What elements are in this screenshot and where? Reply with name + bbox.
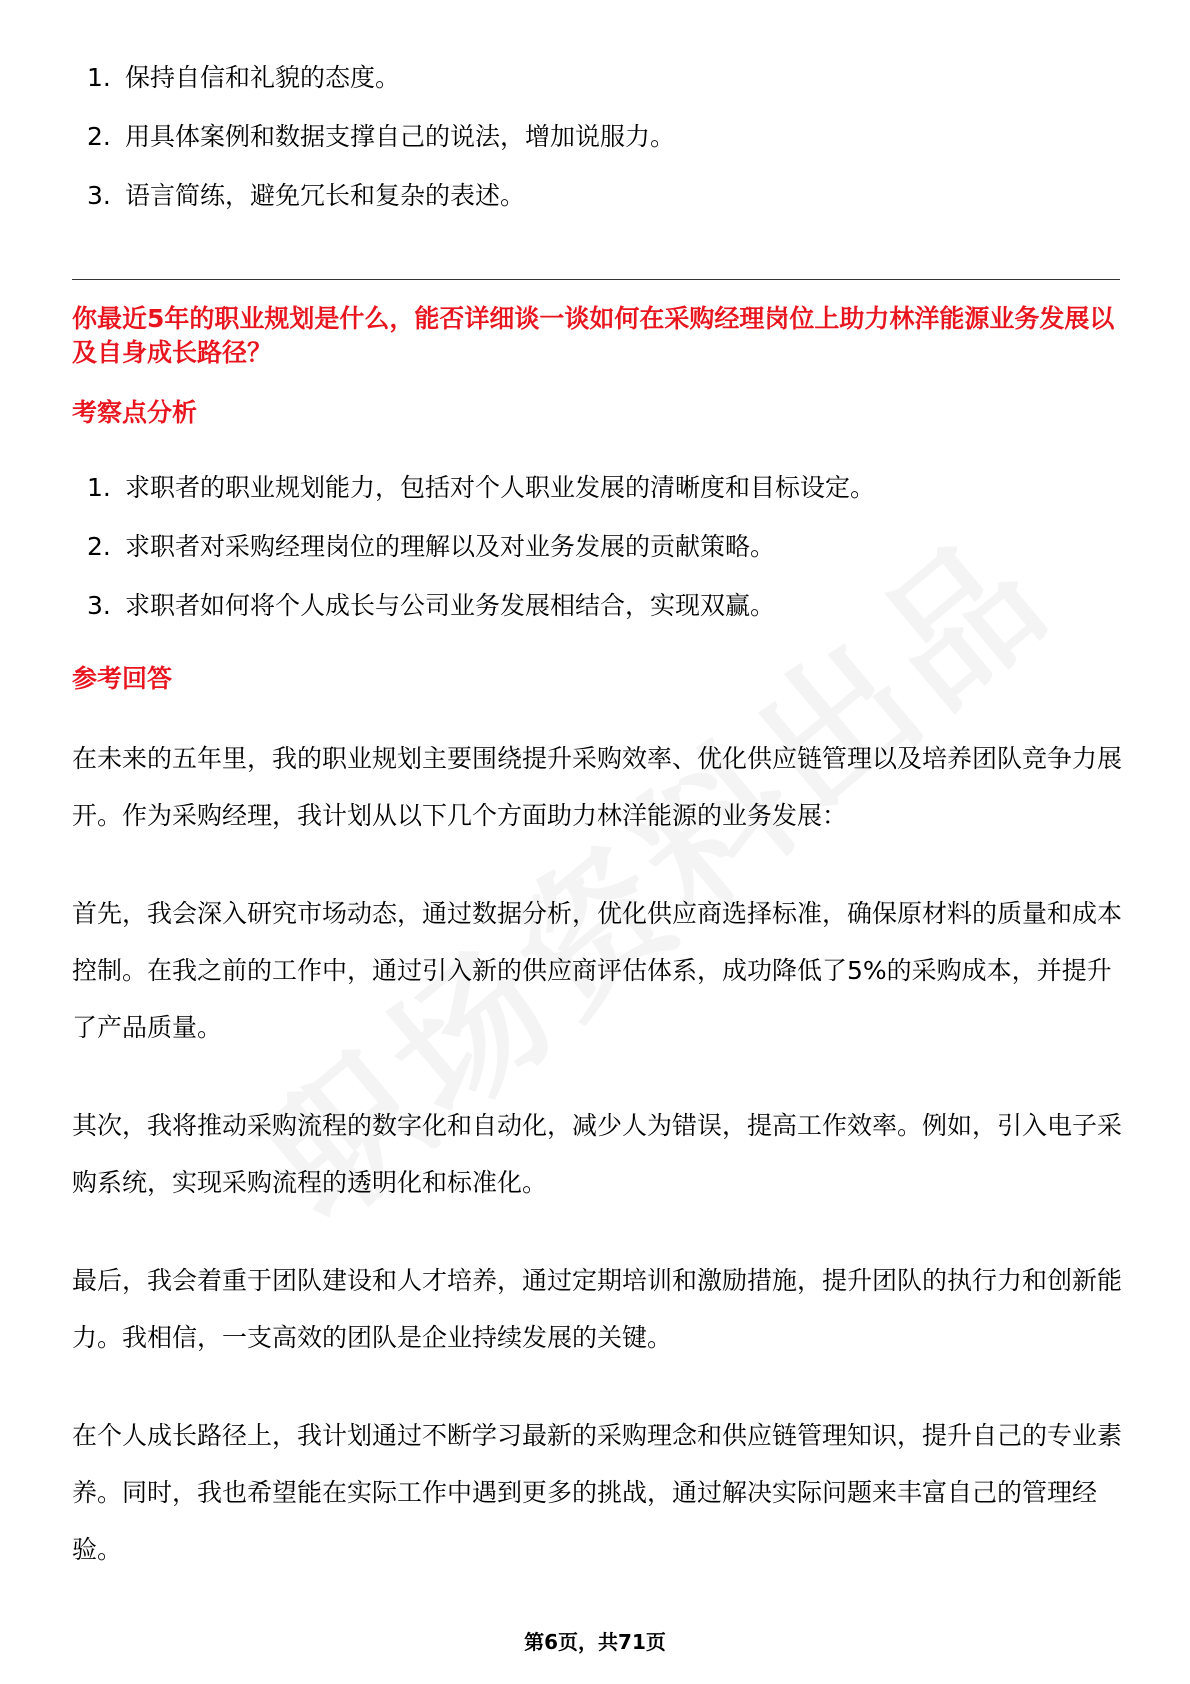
answer-paragraph: 在个人成长路径上，我计划通过不断学习最新的采购理念和供应链管理知识，提升自己的专业素养。同时，我也希望能在实际工作中遇到更多的挑战，通过解决实际问题来丰富自己的管理经验。 [72,1421,1123,1564]
list-text: 语言简练，避免冗长和复杂的表述。 [125,181,526,210]
answer-paragraph: 首先，我会深入研究市场动态，通过数据分析，优化供应商选择标准，确保原材料的质量和成本控制。在我之前的工作中，通过引入新的供应商评估体系，成功降低了5%的采购成本，并提升了产品质量。 [72,899,1123,1042]
analysis-section [72,470,1120,647]
list-text: 求职者对采购经理岗位的理解以及对业务发展的贡献策略。 [125,532,776,561]
list-text: 求职者的职业规划能力，包括对个人职业发展的清晰度和目标设定。 [125,473,876,502]
list-number: 2. [87,122,111,151]
list-number: 1. [87,63,111,92]
analysis-list [72,470,1120,624]
tips-list [72,60,1120,214]
list-item [72,470,1120,506]
list-text: 用具体案例和数据支撑自己的说法，增加说服力。 [125,122,676,151]
list-number: 3. [87,181,111,210]
list-item [72,178,1120,214]
list-item [72,119,1120,155]
list-item [72,60,1120,96]
list-item [72,529,1120,565]
answer-paragraph: 在未来的五年里，我的职业规划主要围绕提升采购效率、优化供应链管理以及培养团队竞争力展开。作为采购经理，我计划从以下几个方面助力林洋能源的业务发展： [72,744,1123,830]
answer-paragraph: 其次，我将推动采购流程的数字化和自动化，减少人为错误，提高工作效率。例如，引入电子采购系统，实现采购流程的透明化和标准化。 [72,1111,1123,1197]
list-text: 求职者如何将个人成长与公司业务发展相结合，实现双赢。 [125,591,776,620]
answer-heading: 参考回答 [72,664,173,693]
analysis-heading: 考察点分析 [72,398,198,427]
list-text: 保持自信和礼貌的态度。 [125,63,401,92]
question-title: 你最近5年的职业规划是什么，能否详细谈一谈如何在采购经理岗位上助力林洋能源业务发展以及自身成长路径？ [72,304,1115,367]
top-list-section [72,60,1120,214]
list-item [72,588,1120,624]
list-number: 3. [87,591,111,620]
list-number: 1. [87,473,111,502]
answer-paragraph: 最后，我会着重于团队建设和人才培养，通过定期培训和激励措施，提升团队的执行力和创新能力。我相信，一支高效的团队是企业持续发展的关键。 [72,1266,1123,1352]
page-number: 第6页，共71页 [524,1630,666,1654]
answer-section [72,730,1122,1619]
list-number: 2. [87,532,111,561]
divider [72,279,1120,280]
